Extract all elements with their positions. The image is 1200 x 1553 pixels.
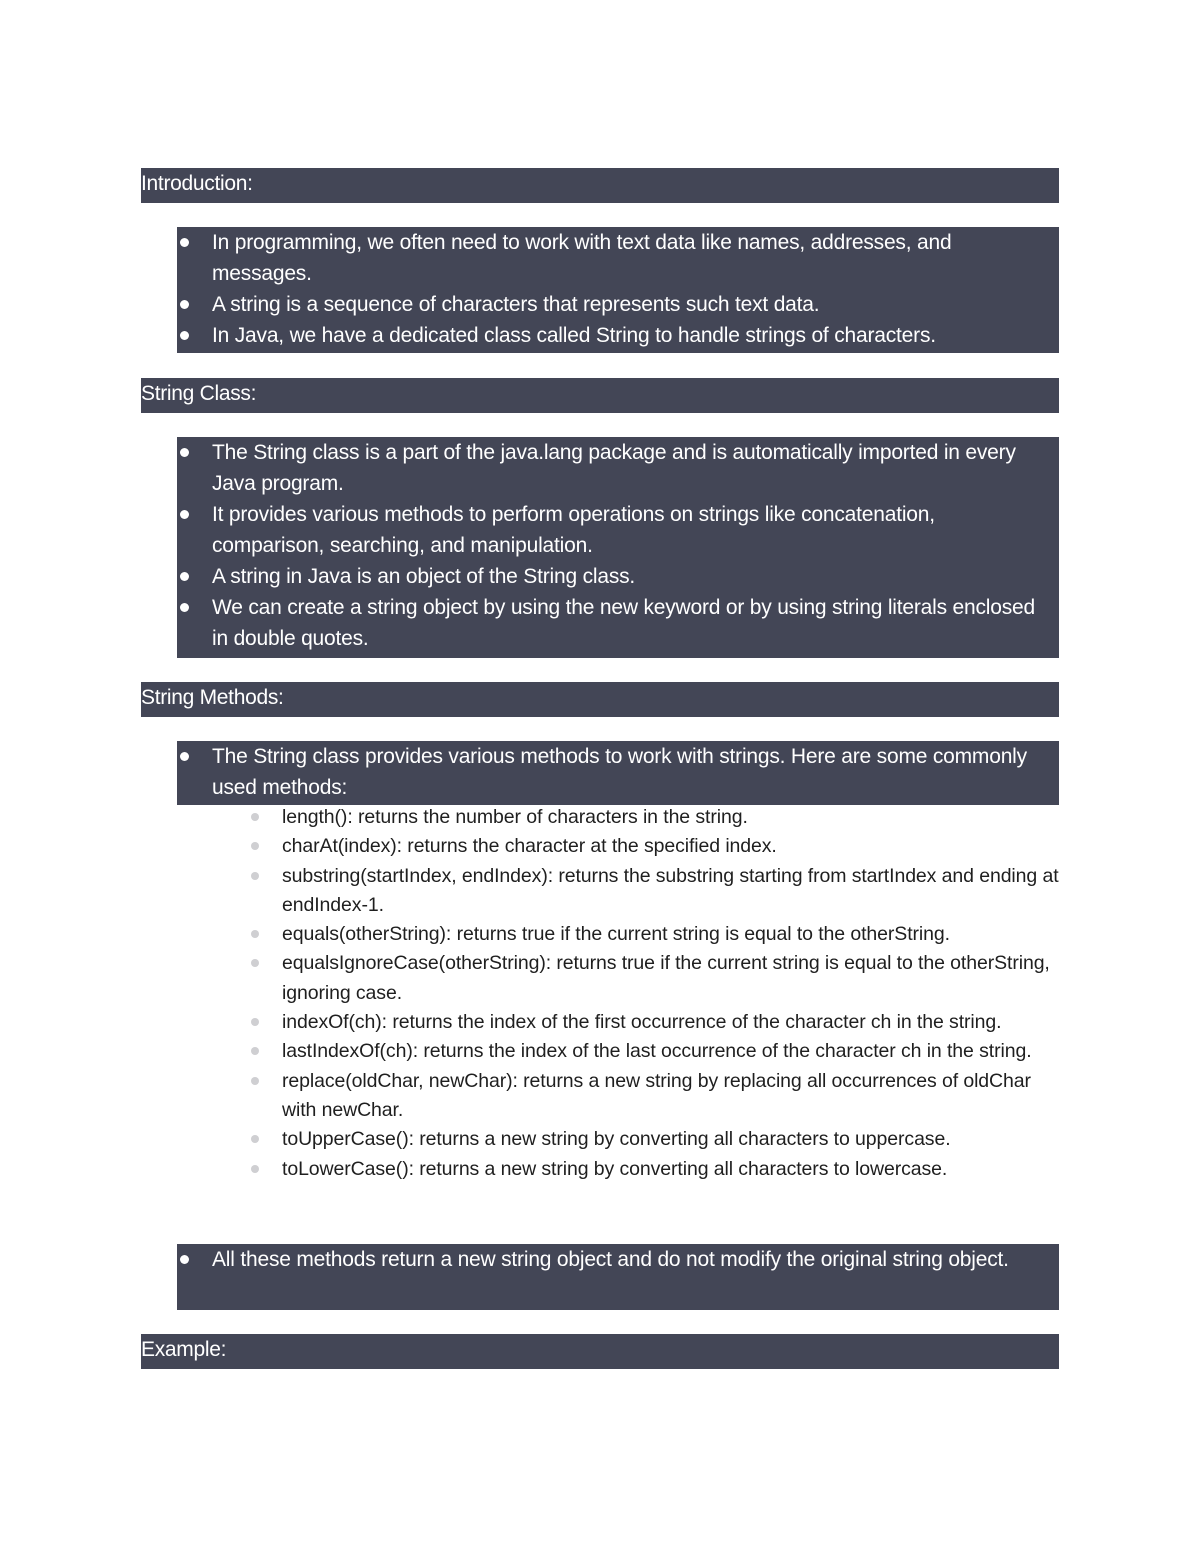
bullet-icon (180, 331, 189, 340)
method-item (248, 920, 1068, 949)
list-item-text: In programming, we often need to work with text data like names, addresses, and messages. (212, 231, 952, 285)
method-text: equals(otherString): returns true if the current string is equal to the otherString. (282, 923, 950, 946)
bullet-icon (180, 448, 189, 457)
heading-example: Example: (141, 1334, 1059, 1369)
bullet-icon (180, 603, 189, 612)
list-item (177, 437, 1059, 499)
method-item (248, 1037, 1068, 1066)
bullet-icon (180, 300, 189, 309)
method-item (248, 949, 1068, 1008)
method-item (248, 862, 1068, 921)
list-item (177, 227, 1059, 289)
method-item (248, 1125, 1068, 1154)
bullet-icon (180, 238, 189, 247)
bullet-icon (180, 752, 189, 761)
sub-bullet-icon (251, 1135, 259, 1143)
bullet-icon (180, 1255, 189, 1264)
sub-bullet-icon (251, 1165, 259, 1173)
method-text: charAt(index): returns the character at the specified index. (282, 835, 777, 858)
list-item-text: A string is a sequence of characters that represents such text data. (212, 293, 820, 316)
list-item (177, 289, 1059, 320)
string-methods-lead (177, 741, 1059, 805)
method-item (248, 803, 1068, 832)
method-text: substring(startIndex, endIndex): returns the substring starting from startIndex and ending at endIndex-1. (282, 864, 1059, 916)
sub-bullet-icon (251, 842, 259, 850)
method-item (248, 1155, 1068, 1184)
sub-bullet-icon (251, 872, 259, 880)
string-class-list (177, 437, 1059, 658)
bullet-icon (180, 572, 189, 581)
method-text: toUpperCase(): returns a new string by converting all characters to uppercase. (282, 1128, 951, 1151)
method-item (248, 1008, 1068, 1037)
list-item-text: The String class is a part of the java.lang package and is automatically imported in every Java program. (212, 441, 1016, 495)
sub-bullet-icon (251, 959, 259, 967)
heading-introduction: Introduction: (141, 168, 1059, 203)
sub-bullet-icon (251, 1018, 259, 1026)
list-item-text: A string in Java is an object of the String class. (212, 565, 636, 588)
list-item-text: The String class provides various methods to work with strings. Here are some commonly used methods: (212, 745, 1027, 799)
heading-string-methods: String Methods: (141, 682, 1059, 717)
list-item-text: We can create a string object by using the new keyword or by using string literals enclosed in double quotes. (212, 596, 1036, 650)
method-text: toLowerCase(): returns a new string by converting all characters to lowercase. (282, 1157, 948, 1180)
sub-bullet-icon (251, 813, 259, 821)
methods-sublist (248, 803, 1068, 1184)
string-methods-closing (177, 1244, 1059, 1310)
list-item (177, 499, 1059, 561)
list-item (177, 1244, 1059, 1275)
method-item (248, 832, 1068, 861)
list-item (177, 741, 1059, 803)
method-text: replace(oldChar, newChar): returns a new string by replacing all occurrences of oldChar with newChar. (282, 1069, 1031, 1121)
sub-bullet-icon (251, 930, 259, 938)
sub-bullet-icon (251, 1077, 259, 1085)
list-item (177, 320, 1059, 351)
method-item (248, 1067, 1068, 1126)
list-item-text: It provides various methods to perform operations on strings like concatenation, comparison, searching, and manipulation. (212, 503, 935, 557)
list-item-text: In Java, we have a dedicated class called String to handle strings of characters. (212, 324, 936, 347)
method-text: indexOf(ch): returns the index of the first occurrence of the character ch in the string. (282, 1011, 1002, 1034)
method-text: equalsIgnoreCase(otherString): returns true if the current string is equal to the otherString, ignoring case. (282, 952, 1050, 1004)
bullet-icon (180, 510, 189, 519)
method-text: length(): returns the number of characters in the string. (282, 806, 748, 828)
list-item (177, 592, 1059, 654)
list-item (177, 561, 1059, 592)
method-text: lastIndexOf(ch): returns the index of the last occurrence of the character ch in the string. (282, 1040, 1032, 1063)
heading-string-class: String Class: (141, 378, 1059, 413)
sub-bullet-icon (251, 1047, 259, 1055)
intro-list (177, 227, 1059, 353)
list-item-text: All these methods return a new string object and do not modify the original string object. (212, 1248, 1009, 1271)
